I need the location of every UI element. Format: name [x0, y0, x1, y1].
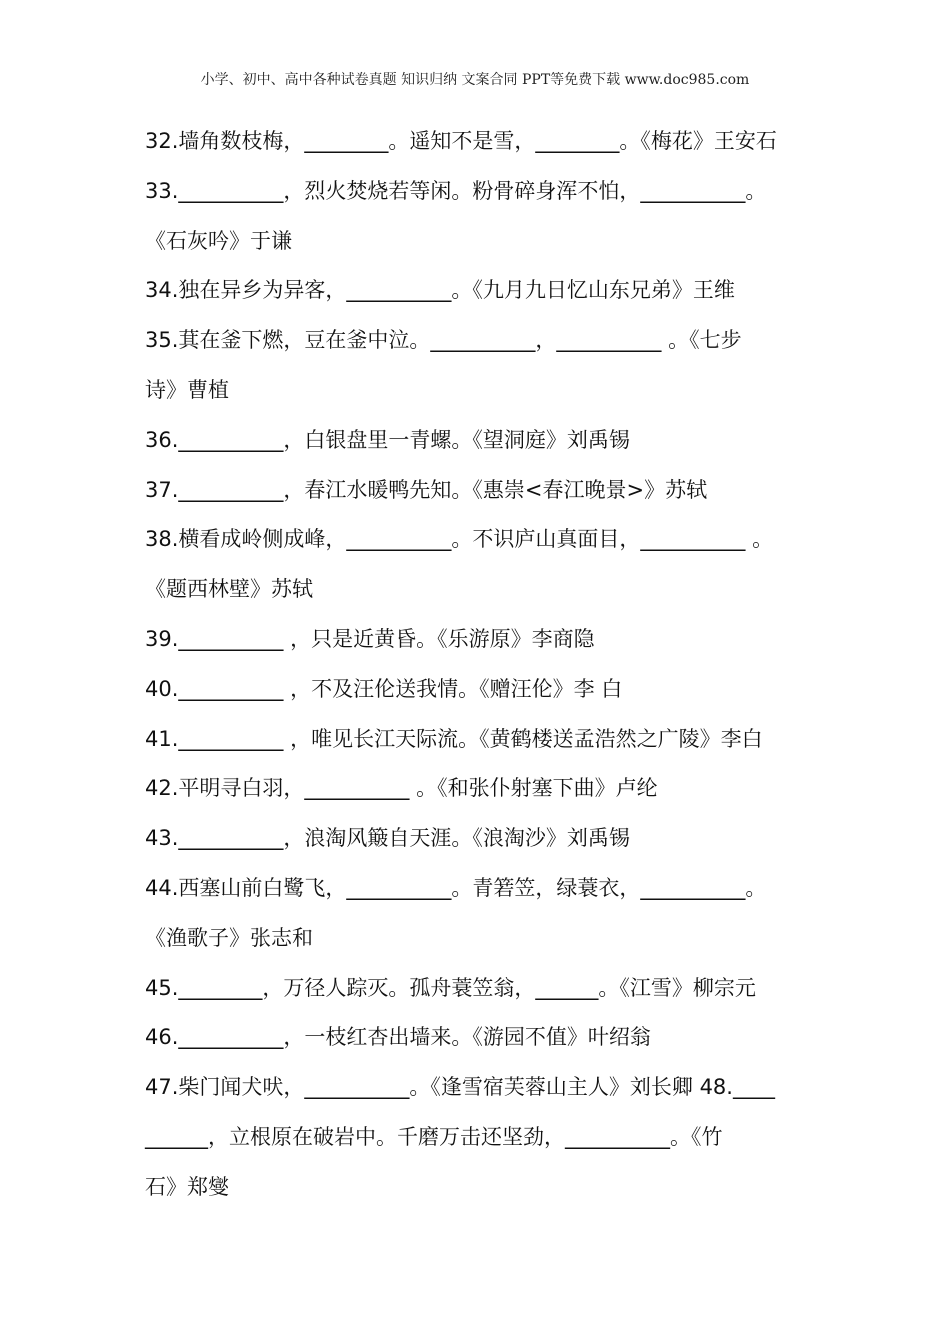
text-line: 诗》曹植 [145, 377, 229, 402]
text-line: 35.萁在釜下燃，豆在釜中泣。__________，__________ 。《七步 [145, 328, 742, 353]
page-header: 小学、初中、高中各种试卷真题 知识归纳 文案合同 PPT等免费下载 www.doc985.com [200, 72, 750, 88]
text-line: 34.独在异乡为异客，__________。《九月九日忆山东兄弟》王维 [145, 278, 735, 303]
text-line: ______，立根原在破岩中。千磨万击还坚劲，__________。《竹 [145, 1124, 723, 1149]
text-line: 47.柴门闻犬吠，__________。《逢雪宿芙蓉山主人》刘长卿 48.____ [145, 1075, 775, 1100]
text-line: 37.__________，春江水暖鸭先知。《惠崇<春江晚景>》苏轼 [145, 477, 708, 502]
text-line: 32.墙角数枝梅，________。遥知不是雪，________。《梅花》王安石 [145, 129, 777, 153]
text-line: 33.__________，烈火焚烧若等闲。粉骨碎身浑不怕，__________。 [145, 178, 767, 203]
text-line: 《石灰吟》于谦 [145, 228, 292, 253]
text-line: 45.________，万径人踪灭。孤舟蓑笠翁，______。《江雪》柳宗元 [145, 975, 756, 1000]
text-line: 43.__________，浪淘风簸自天涯。《浪淘沙》刘禹锡 [145, 826, 630, 851]
text-line: 《题西林壁》苏轼 [145, 577, 313, 602]
text-line: 39.__________ ，只是近黄昏。《乐游原》李商隐 [145, 626, 595, 651]
text-line: 46.__________，一枝红杏出墙来。《游园不值》叶绍翁 [145, 1025, 651, 1050]
text-line: 36.__________，白银盘里一青螺。《望洞庭》刘禹锡 [145, 427, 630, 452]
text-line: 41.__________ ，唯见长江天际流。《黄鹤楼送孟浩然之广陵》李白 [145, 726, 763, 751]
text-line: 42.平明寻白羽，__________ 。《和张仆射塞下曲》卢纶 [145, 776, 658, 801]
text-line: 38.横看成岭侧成峰，__________。不识庐山真面目，__________ 。 [145, 527, 774, 552]
text-line: 石》郑燮 [145, 1174, 229, 1199]
text-line: 《渔歌子》张志和 [145, 925, 313, 950]
poetry-fill-in-list [145, 117, 825, 1213]
text-line: 44.西塞山前白鹭飞，__________。青箬笠，绿蓑衣，__________。 [145, 875, 767, 900]
text-line: 40.__________ ，不及汪伦送我情。《赠汪伦》李 白 [145, 676, 623, 701]
